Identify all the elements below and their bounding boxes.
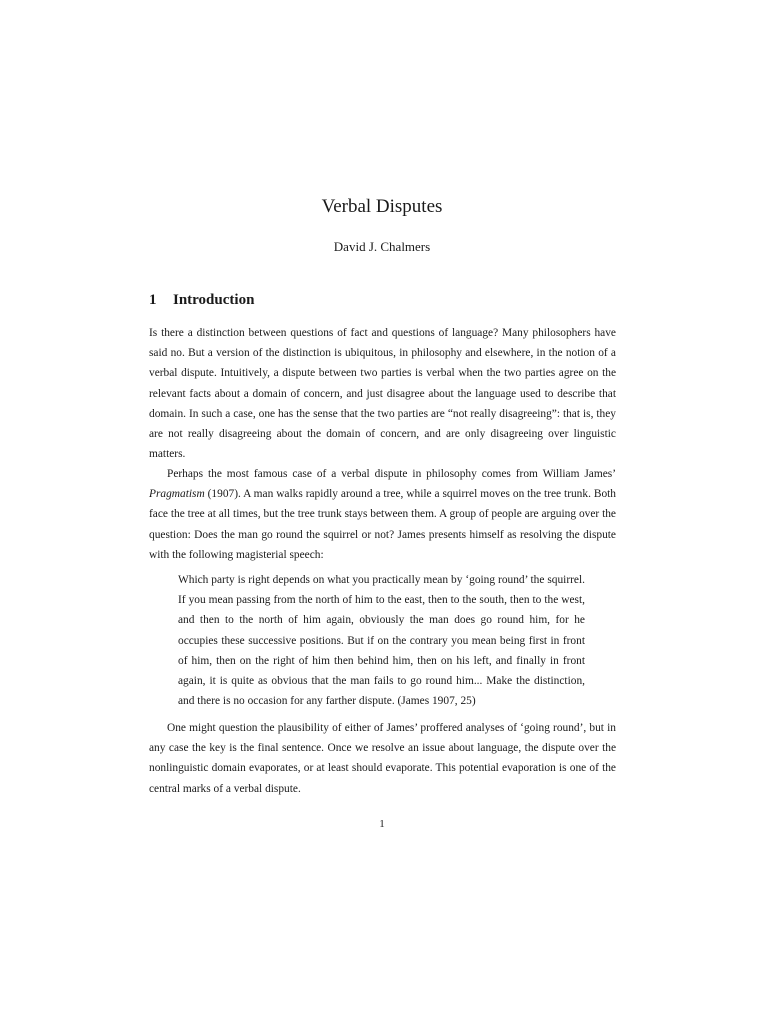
paragraph-2-text-start: Perhaps the most famous case of a verbal dispute in philosophy comes from William James’ bbox=[167, 468, 616, 480]
paper-author: David J. Chalmers bbox=[333, 239, 431, 254]
section-heading bbox=[149, 290, 254, 310]
paper-title: Verbal Disputes bbox=[321, 196, 443, 217]
section-number: 1 bbox=[149, 292, 157, 308]
paragraph-1: Is there a distinction between questions of fact and questions of language? Many philosophers have said no. But a version of the distinction is ubiquitous, in philosophy and elsewhere, in the notion of a verbal dispute. Intuitively, a dispute between two parties is verbal when the two parties agree on the relevant facts about a domain of concern, and just disagree about the language used to describe that domain. In such a case, one has the sense that the two parties are “not really disagreeing”: that is, they are not really disagreeing about the domain of concern, and are only disagreeing over linguistic matters. bbox=[149, 327, 616, 461]
block-quote: Which party is right depends on what you practically mean by ‘going round’ the squirrel. If you mean passing from the north of him to the east, then to the south, then to the west, and then to the north of him again, obviously the man does go round him, for he occupies these successive positions. But if on the contrary you mean being first in front of him, then on the right of him then behind him, then on his left, and finally in front again, it is quite as obvious that the man fails to go round him... Make the distinction, and there is no occasion for any farther dispute. (James 1907, 25) bbox=[178, 574, 585, 708]
paragraph-2-text-end: (1907). A man walks rapidly around a tree, while a squirrel moves on the tree trunk. Both face the tree at all times, but the tree trunk stays between them. A group of people are arguing over the question: Does the man go round the squirrel or not? James presents himself as resolving the dispute with the following magisterial speech: bbox=[149, 488, 616, 561]
section-title: Introduction bbox=[173, 292, 255, 308]
paragraph-2-book-title: Pragmatism bbox=[149, 488, 205, 501]
paragraph-3: One might question the plausibility of either of James’ proffered analyses of ‘going round’, but in any case the key is the final sentence. Once we resolve an issue about language, the dispute over the nonlinguistic domain evaporates, or at least should evaporate. This potential evaporation is one of the central marks of a verbal dispute. bbox=[149, 722, 616, 795]
paragraph-2 bbox=[149, 464, 616, 565]
page-number: 1 bbox=[379, 818, 385, 830]
